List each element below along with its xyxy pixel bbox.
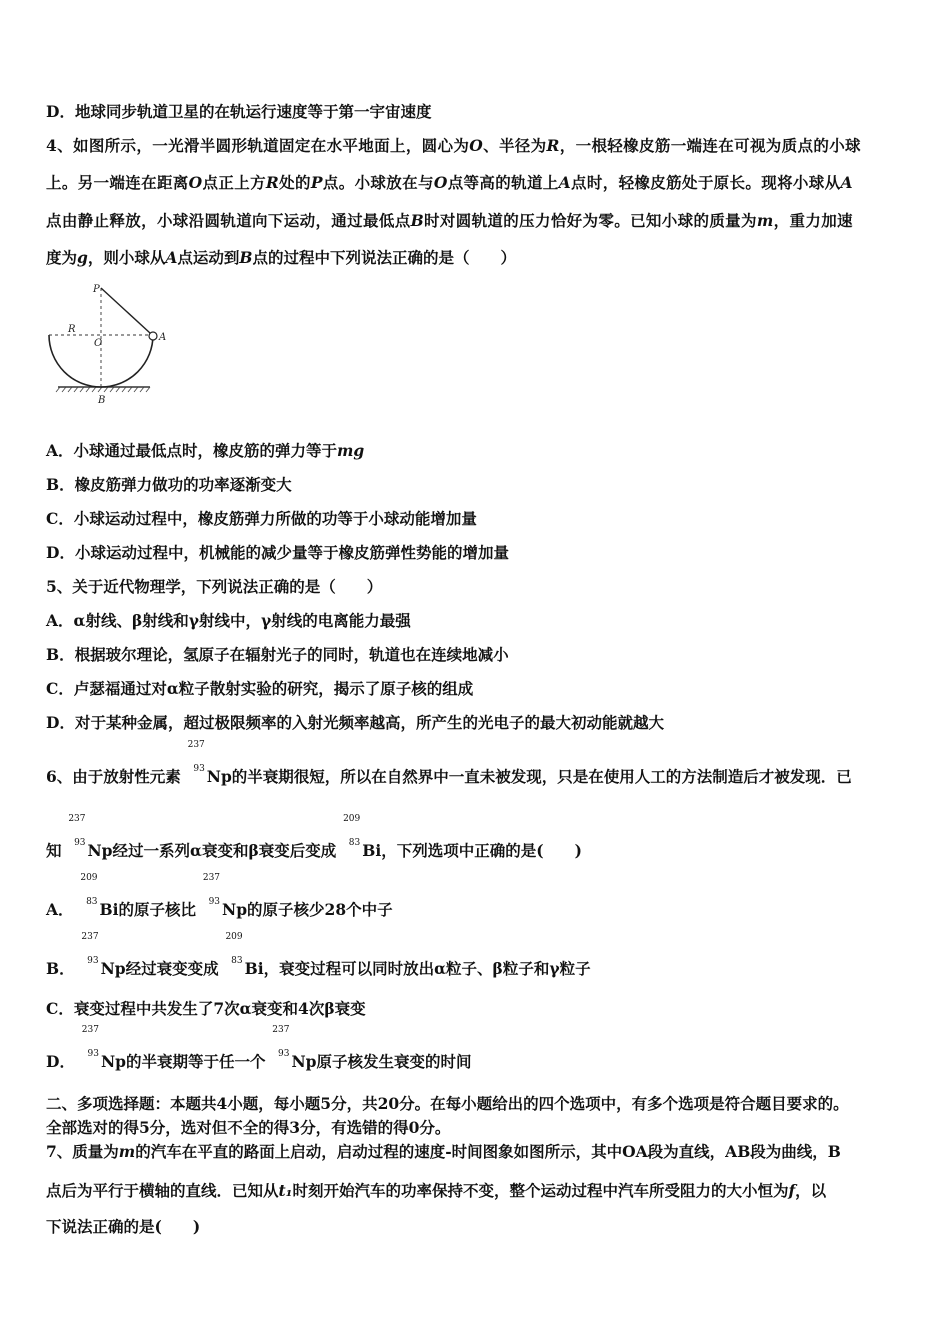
q6-option-c: C．衰变过程中共发生了7次α衰变和4次β衰变 <box>46 999 366 1018</box>
nuclide-np: 237 93 <box>272 1025 290 1059</box>
q5-stem: 5、关于近代物理学，下列说法正确的是（ ） <box>46 577 383 596</box>
q7-stem-line-1: 7、质量为m的汽车在平直的路面上启动，启动过程的速度-时间图象如图所示，其中OA段为直线，AB段为曲线，B <box>46 1142 841 1161</box>
label-r: R <box>68 324 76 335</box>
q3-option-d: D．地球同步轨道卫星的在轨运行速度等于第一宇宙速度 <box>46 102 432 121</box>
q4-stem-line-2: 上。另一端连在距离O点正上方R处的P点。小球放在与O点等高的轨道上A点时，轻橡皮筋处于原长。现将小球从A <box>46 173 853 192</box>
q5-option-a: A．α射线、β射线和γ射线中，γ射线的电离能力最强 <box>46 611 411 630</box>
label-p: P <box>93 284 100 295</box>
q5-option-d: D．对于某种金属，超过极限频率的入射光频率越高，所产生的光电子的最大初动能就越大 <box>46 713 664 732</box>
q6-option-d: D． 237 93 Np的半衰期等于任一个 237 93 Np原子核发生衰变的时间 <box>46 1025 472 1071</box>
nuclide-bi: 209 83 <box>225 932 243 966</box>
nuclide-bi: 209 83 <box>343 814 361 848</box>
q4-option-d: D．小球运动过程中，机械能的减少量等于橡皮筋弹性势能的增加量 <box>46 543 509 562</box>
q4-option-b: B．橡皮筋弹力做功的功率逐渐变大 <box>46 475 292 494</box>
q4-option-a: A．小球通过最低点时，橡皮筋的弹力等于mg <box>46 441 365 460</box>
q6-option-b: B． 237 93 Np经过衰变变成 209 83 Bi，衰变过程可以同时放出α粒子、β粒子和γ粒子 <box>46 932 591 978</box>
q4-stem-line-3: 点由静止释放，小球沿圆轨道向下运动，通过最低点B时对圆轨道的压力恰好为零。已知小球的质量为m，重力加速 <box>46 211 853 230</box>
section-2-instructions-2: 全部选对的得5分，选对但不全的得3分，有选错的得0分。 <box>46 1118 451 1137</box>
nuclide-np: 237 93 <box>187 740 205 774</box>
q6-stem-line-2: 知 237 93 Np经过一系列α衰变和β衰变后变成 209 83 Bi，下列选项中正确的是( ) <box>46 814 582 860</box>
q4-stem-line-1: 4、如图所示，一光滑半圆形轨道固定在水平地面上，圆心为O、半径为R，一根轻橡皮筋一端连在可视为质点的小球 <box>46 136 861 155</box>
nuclide-bi: 209 83 <box>80 873 98 907</box>
q5-option-b: B．根据玻尔理论，氢原子在辐射光子的同时，轨道也在连续地减小 <box>46 645 509 664</box>
nuclide-np: 237 93 <box>81 1025 99 1059</box>
nuclide-np: 237 93 <box>81 932 99 966</box>
q6-stem-line-1: 6、由于放射性元素 237 93 Np的半衰期很短，所以在自然界中一直未被发现，只是在使用人工的方法制造后才被发现．已 <box>46 740 852 786</box>
q5-option-c: C．卢瑟福通过对α粒子散射实验的研究，揭示了原子核的组成 <box>46 679 474 698</box>
q6-option-a: A． 209 83 Bi的原子核比 237 93 Np的原子核少28个中子 <box>46 873 393 919</box>
label-b: B <box>98 395 106 406</box>
q7-stem-line-3: 下说法正确的是( ) <box>46 1217 201 1236</box>
label-o: O <box>94 338 103 349</box>
q4-option-c: C．小球运动过程中，橡皮筋弹力所做的功等于小球动能增加量 <box>46 509 477 528</box>
label-a: A <box>159 332 167 343</box>
section-2-instructions-1: 二、多项选择题：本题共4小题，每小题5分，共20分。在每小题给出的四个选项中，有多个选项是符合题目要求的。 <box>46 1094 849 1113</box>
q4-semicircle-figure <box>44 280 184 410</box>
nuclide-np: 237 93 <box>68 814 86 848</box>
q4-stem-line-4: 度为g，则小球从A点运动到B点的过程中下列说法正确的是（ ） <box>46 248 517 267</box>
q7-stem-line-2: 点后为平行于横轴的直线．已知从t₁时刻开始汽车的功率保持不变，整个运动过程中汽车所受阻力的大小恒为f，以 <box>46 1181 827 1200</box>
nuclide-np: 237 93 <box>202 873 221 907</box>
